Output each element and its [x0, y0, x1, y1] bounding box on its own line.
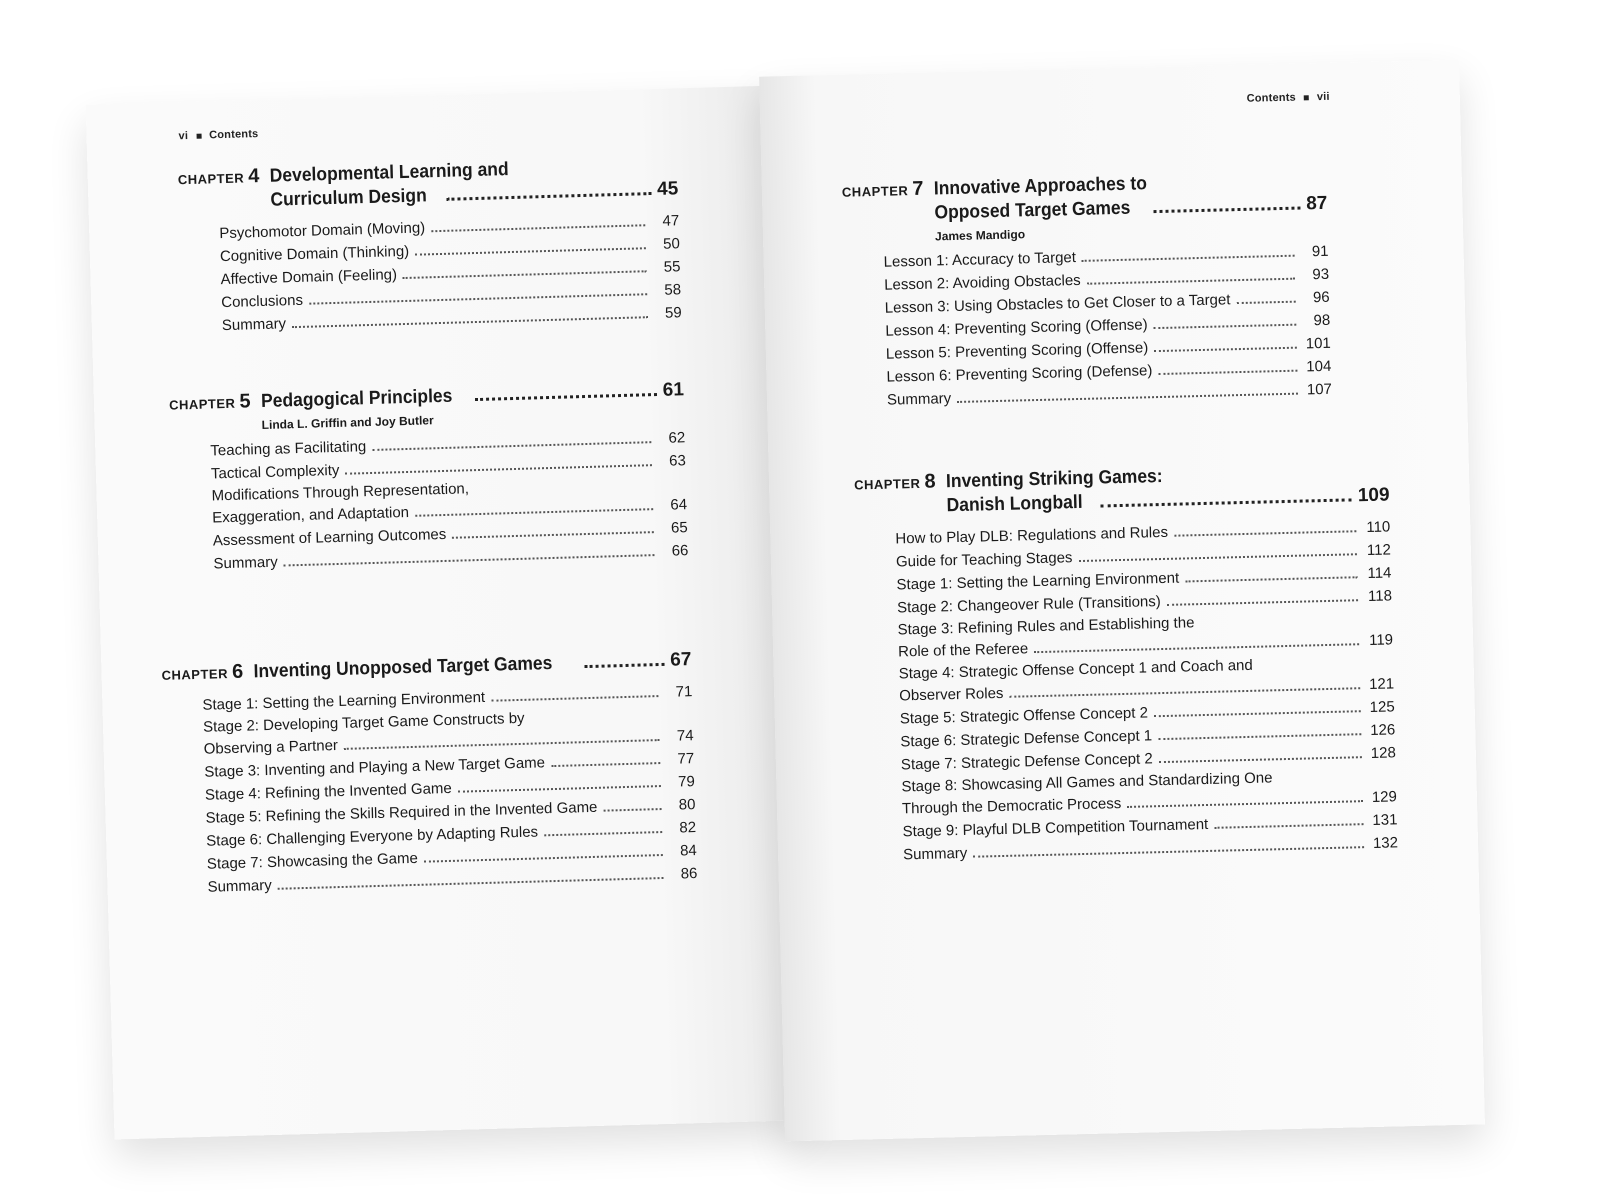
toc-entry-page: 131 [1372, 811, 1398, 829]
right-page [759, 60, 1485, 1142]
leader-dots [424, 854, 663, 863]
leader-dots [344, 739, 660, 750]
toc-entry-page: 128 [1370, 744, 1397, 762]
toc-entries [895, 515, 1398, 866]
leader-dots [544, 831, 662, 836]
toc-entry-page: 129 [1371, 788, 1398, 806]
toc-entry-label: Observing a Partner [203, 737, 339, 758]
toc-entry-label: Stage 7: Showcasing the Game [206, 849, 419, 873]
chapter-block-7 [842, 168, 1333, 413]
leader-dots [1100, 498, 1352, 507]
leader-dots [1079, 553, 1357, 562]
leader-dots [1167, 599, 1358, 606]
chapter-title-line: Inventing Unopposed Target Games [253, 653, 553, 683]
toc-entry-page: 107 [1306, 380, 1333, 399]
toc-entry-page: 112 [1366, 541, 1392, 559]
toc-entry-label: Stage 5: Refining the Skills Required in the Invented Game [205, 798, 598, 827]
chapter-author: James Mandigo [934, 227, 1026, 244]
toc-entry-label: Through the Democratic Process [901, 795, 1122, 818]
folio: vii [1316, 90, 1330, 104]
chapter-block-5 [169, 378, 689, 576]
toc-entry-label: Tactical Complexity [210, 461, 340, 483]
toc-entry-page: 110 [1366, 518, 1391, 537]
leader-dots [1154, 324, 1297, 329]
leader-dots [1127, 800, 1363, 808]
toc-entry-label: Exaggeration, and Adaptation [212, 503, 410, 527]
leader-dots [973, 846, 1364, 858]
leader-dots [1082, 255, 1295, 262]
toc-entry-page: 65 [670, 519, 688, 537]
toc-entry-label: Psychomotor Domain (Moving) [219, 219, 426, 243]
toc-entry-label: Stage 2: Developing Target Game Constructs by [202, 709, 525, 736]
leader-dots [1185, 576, 1357, 582]
toc-entry-page: 125 [1369, 698, 1395, 716]
toc-entries [219, 209, 682, 337]
chapter-page-number: 45 [656, 178, 679, 200]
leader-dots [1174, 530, 1356, 536]
toc-entry-label: Stage 1: Setting the Learning Environment [202, 688, 486, 714]
toc-entry-label: Lesson 2: Avoiding Obstacles [884, 271, 1081, 294]
leader-dots [372, 441, 651, 451]
toc-entry-label: Observer Roles [899, 684, 1004, 705]
leader-dots [1153, 207, 1300, 214]
chapter-number: 6 [231, 660, 244, 683]
toc-entry-page: 82 [679, 819, 697, 837]
running-head-title: Contents [208, 128, 259, 142]
toc-entry-label: Stage 7: Strategic Defense Concept 2 [900, 750, 1153, 774]
chapter-number: 5 [239, 390, 252, 413]
toc-entry-label: Stage 8: Showcasing All Games and Standardizing One [901, 769, 1273, 796]
chapter-page-number: 109 [1357, 484, 1390, 507]
toc-entry-label: Stage 3: Inventing and Playing a New Target Game [204, 754, 546, 781]
leader-dots [1158, 733, 1361, 740]
toc-entry-page: 91 [1311, 242, 1329, 261]
chapter-page-number: 87 [1305, 192, 1328, 215]
chapter-title-line: Curriculum Design [270, 185, 428, 211]
toc-entry-label: Summary [902, 844, 968, 864]
toc-entry-page: 118 [1367, 587, 1393, 605]
running-head-right [1247, 91, 1330, 105]
chapter-title-line: Pedagogical Principles [260, 385, 453, 413]
chapter-heading[interactable] [842, 168, 1328, 228]
toc-entry-page: 96 [1312, 288, 1330, 307]
leader-dots [431, 224, 645, 232]
toc-entry-label: Lesson 6: Preventing Scoring (Defense) [886, 362, 1153, 386]
toc-entry-label: Summary [886, 390, 952, 409]
chapter-label-text: CHAPTER [177, 170, 249, 188]
leader-dots [458, 785, 661, 793]
toc-entries [210, 426, 689, 575]
chapter-title [934, 168, 1328, 226]
chapter-label-text: CHAPTER [161, 665, 233, 683]
toc-entry-label: Assessment of Learning Outcomes [212, 525, 447, 550]
toc-entry-page: 74 [676, 727, 694, 745]
toc-entry-page: 55 [663, 258, 681, 276]
toc-entry-label: Modifications Through Representation, [211, 480, 470, 505]
toc-entry-page: 119 [1368, 631, 1394, 649]
folio: vi [178, 129, 189, 143]
leader-dots [1159, 756, 1362, 763]
toc-entry-page: 84 [679, 842, 697, 860]
toc-entry-label: Stage 6: Challenging Everyone by Adapting Rules [206, 823, 539, 850]
chapter-label [161, 660, 254, 686]
toc-entry-label: Stage 4: Refining the Invented Game [204, 779, 452, 804]
leader-dots [284, 554, 655, 566]
toc-entry-label: Teaching as Facilitating [210, 438, 367, 460]
leader-dots [551, 762, 660, 767]
running-head-left [178, 128, 258, 142]
toc-entry-label: Summary [207, 876, 272, 896]
leader-dots [957, 393, 1298, 403]
chapter-title-line: Opposed Target Games [934, 197, 1131, 224]
toc-entry-page: 132 [1372, 834, 1399, 852]
toc-entry-page: 98 [1313, 311, 1331, 330]
toc-entry-page: 86 [680, 865, 698, 883]
toc-entry-label: Lesson 5: Preventing Scoring (Offense) [885, 339, 1149, 363]
toc-entry-page: 59 [664, 304, 682, 322]
chapter-label [854, 470, 947, 495]
toc-entry-label: Lesson 3: Using Obstacles to Get Closer to a Target [884, 291, 1231, 317]
chapter-number: 4 [247, 165, 261, 188]
chapter-title-line: Developmental Learning and [269, 159, 509, 187]
toc-entry-page: 58 [664, 281, 682, 299]
leader-dots [1214, 823, 1363, 829]
toc-entry-page: 64 [670, 496, 688, 514]
leader-dots [415, 508, 653, 517]
leader-dots [415, 247, 646, 255]
toc-entry-page: 104 [1306, 357, 1332, 376]
toc-entry-label: Stage 5: Strategic Offense Concept 2 [899, 704, 1149, 728]
toc-entry-label: How to Play DLB: Regulations and Rules [895, 523, 1169, 548]
leader-dots [1034, 643, 1359, 653]
leader-dots [403, 270, 646, 279]
toc-entry-label: Role of the Referee [897, 640, 1029, 661]
toc-entry-page: 77 [677, 750, 695, 768]
toc-entry-label: Summary [213, 553, 278, 573]
leader-dots [475, 393, 657, 401]
toc-entry-label: Stage 2: Changeover Rule (Transitions) [896, 593, 1161, 617]
toc-entry-label: Stage 3: Refining Rules and Establishing the [897, 614, 1195, 639]
chapter-block-4 [177, 153, 682, 338]
chapter-label [842, 177, 935, 202]
leader-dots [1154, 347, 1297, 352]
toc-entry-label: Stage 9: Playful DLB Competition Tournament [902, 815, 1209, 841]
toc-entry-label: Summary [221, 315, 287, 335]
separator-square-icon [1304, 95, 1309, 100]
running-head-title: Contents [1246, 91, 1297, 105]
chapter-label-text: CHAPTER [853, 475, 925, 493]
toc-entry-page: 50 [662, 235, 681, 253]
chapter-label-text: CHAPTER [168, 395, 240, 413]
chapter-page-number: 61 [662, 379, 685, 401]
chapter-title-line: Danish Longball [946, 491, 1083, 517]
toc-entry-label: Lesson 1: Accuracy to Target [883, 249, 1077, 271]
leader-dots [452, 531, 654, 539]
leader-dots [603, 808, 661, 812]
leader-dots [1009, 687, 1360, 698]
toc-entry-page: 80 [678, 796, 696, 814]
leader-dots [278, 877, 664, 890]
leader-dots [292, 316, 648, 328]
chapter-block-8 [854, 459, 1398, 867]
chapter-title-line: Innovative Approaches to [933, 173, 1148, 200]
chapter-block-6 [161, 648, 697, 900]
chapter-number: 8 [924, 470, 937, 493]
toc-entry-page: 63 [668, 452, 687, 470]
separator-square-icon [196, 133, 201, 138]
chapter-title-line: Inventing Striking Games: [945, 465, 1163, 493]
leader-dots [584, 663, 664, 668]
toc-entry-page: 101 [1305, 334, 1331, 353]
chapter-number: 7 [912, 177, 925, 200]
toc-entry-label: Guide for Teaching Stages [895, 549, 1073, 571]
toc-entries [202, 680, 698, 899]
leader-dots [1087, 278, 1295, 285]
chapter-label-text: CHAPTER [841, 183, 913, 200]
toc-entry-page: 114 [1367, 564, 1392, 582]
toc-entry-page: 121 [1368, 675, 1395, 693]
toc-entry-label: Stage 4: Strategic Offense Concept 1 and Coach and [898, 656, 1253, 683]
chapter-label [169, 390, 262, 416]
leader-dots [491, 695, 658, 702]
toc-entry-page: 93 [1312, 265, 1330, 284]
toc-entry-page: 47 [662, 212, 680, 230]
leader-dots [1154, 710, 1361, 717]
toc-entry-page: 71 [675, 683, 693, 701]
toc-entry-label: Conclusions [221, 291, 304, 312]
chapter-page-number: 67 [669, 649, 692, 671]
left-page [86, 86, 805, 1140]
leader-dots [1236, 301, 1295, 304]
toc-entry-label: Lesson 4: Preventing Scoring (Offense) [885, 316, 1148, 340]
toc-entry-label: Cognitive Domain (Thinking) [219, 242, 410, 266]
leader-dots [446, 192, 651, 201]
chapter-author: Linda L. Griffin and Joy Butler [261, 413, 434, 433]
toc-entry-label: Stage 6: Strategic Defense Concept 1 [900, 727, 1153, 751]
chapter-label [177, 165, 270, 191]
toc-entry-label: Affective Domain (Feeling) [220, 266, 398, 289]
toc-entry-page: 126 [1370, 721, 1396, 739]
leader-dots [1158, 370, 1297, 375]
toc-entry-page: 79 [677, 773, 696, 791]
leader-dots [345, 464, 652, 475]
toc-entry-page: 66 [671, 542, 689, 560]
toc-entry-label: Stage 1: Setting the Learning Environment [896, 569, 1180, 594]
toc-entry-page: 62 [668, 429, 686, 447]
toc-entries [883, 240, 1332, 412]
